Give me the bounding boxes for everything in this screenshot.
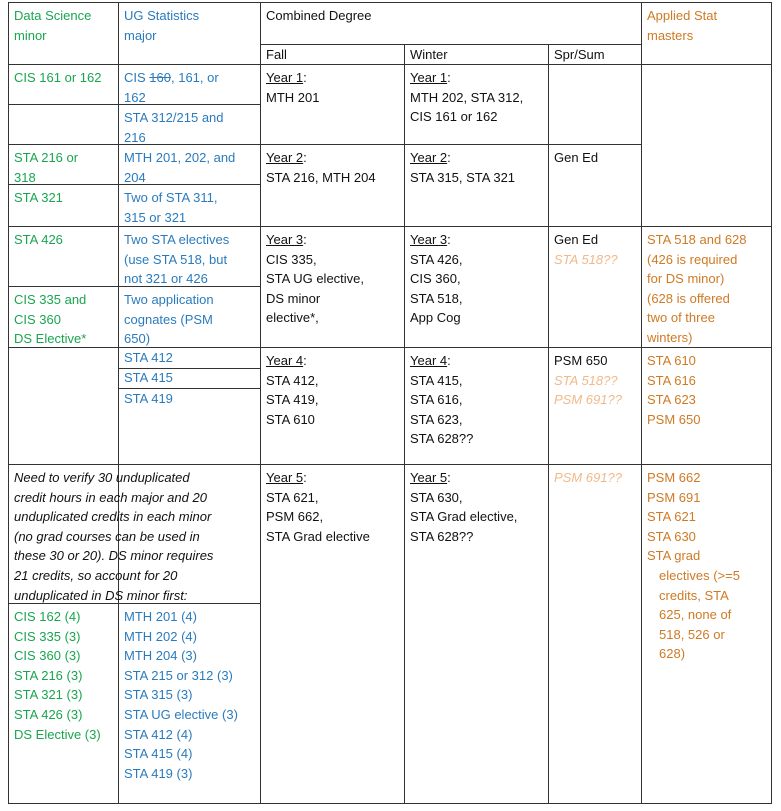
ug-cell-sta419: STA 419 [124,391,173,406]
ds-cell-cis161: CIS 161 or 162 [14,70,102,85]
header-spr-sum: Spr/Sum [554,47,605,62]
ds-cell-sta216: STA 216 or 318 [14,150,79,185]
ug-credit-list [118,603,244,787]
header-combined-degree: Combined Degree [266,8,372,23]
list-item: MTH 201 (4) [124,609,197,624]
list-item: STA UG elective (3) [124,706,238,722]
list-item: STA 315 (3) [124,687,193,703]
y4-winter: Year 4: STA 415, STA 616, STA 623, STA 628?? [410,353,474,447]
ug-cell-sta312: STA 312/215 and 216 [124,110,224,145]
ds-cell-sta426: STA 426 [14,232,63,247]
ug-cell-mth: MTH 201, 202, and 204 [124,150,236,185]
header-winter: Winter [410,47,448,62]
y1-winter: Year 1: MTH 202, STA 312, CIS 161 or 162 [410,70,524,125]
y4-spr: PSM 650 STA 518?? PSM 691?? [554,353,622,408]
y5-spr: PSM 691?? [554,470,622,485]
ug-cell-sta412: STA 412 [124,350,173,365]
header-ds-minor: Data Science minor [14,8,92,43]
list-item: STA 215 or 312 (3) [124,667,233,683]
masters-cell-year4: STA 610 STA 616 STA 623 PSM 650 [647,353,701,427]
table-border-right [771,2,772,804]
list-item: DS Elective (3) [14,726,101,742]
struck-course: 160 [149,70,171,85]
list-item: STA 419 (3) [124,765,193,781]
y1-fall: Year 1: MTH 201 [266,70,320,105]
ds-elective: DS Elective* [14,331,87,347]
list-item: STA 321 (3) [14,687,83,703]
y3-fall: Year 3: CIS 335, STA UG elective, DS minor elective*, [266,232,365,326]
credit-note: Need to verify 30 unduplicated credit hours in each major and 20 unduplicated credits in each minor (no grad courses can be used in these 30 or 20). DS minor requires 21 credits, so account for 20 unduplicated in DS minor first: [14,470,214,603]
ug-cell-electives: Two STA electives (use STA 518, but not 321 or 426 [124,232,230,287]
header-fall: Fall [266,47,287,62]
ug-cell-two-sta: Two of STA 311, 315 or 321 [124,190,218,225]
list-item: CIS 360 (3) [14,648,81,664]
ug-cell-cognates: Two application cognates (PSM 650) [124,292,214,347]
y5-fall: Year 5: STA 621, PSM 662, STA Grad elective [266,470,370,544]
table-border-bottom [8,803,772,804]
list-item: STA 412 (4) [124,726,193,742]
list-item: CIS 162 (4) [14,609,81,624]
y2-winter: Year 2: STA 315, STA 321 [410,150,516,185]
ug-cell-cis: CIS 160, 161, or 162 [124,70,219,105]
list-item: STA 216 (3) [14,667,83,683]
y2-spr: Gen Ed [554,150,599,165]
header-ug-major: UG Statistics major [124,8,200,43]
header-masters: Applied Stat masters [647,8,718,43]
y3-spr: Gen Ed STA 518?? [554,232,618,267]
list-item: MTH 202 (4) [124,628,197,644]
list-item: STA 426 (3) [14,706,83,722]
y3-winter: Year 3: STA 426, CIS 360, STA 518, App Cog [410,232,463,326]
list-item: CIS 335 (3) [14,628,81,644]
y5-winter: Year 5: STA 630, STA Grad elective, STA 628?? [410,470,518,544]
ds-cell-cis335: CIS 335 and CIS 360 DS Elective* [8,286,92,353]
y2-fall: Year 2: STA 216, MTH 204 [266,150,376,185]
masters-cell-518-628: STA 518 and 628 (426 is required for DS minor) (628 is offered two of three winters) [647,232,747,345]
list-item: STA 415 (4) [124,746,193,762]
ds-credit-list [8,603,107,748]
ug-cell-sta415: STA 415 [124,370,173,385]
masters-cell-year5: PSM 662 PSM 691 STA 621 STA 630 STA grad electives (>=5 credits, STA 625, none of 518, 526 or 628) [647,470,740,662]
ds-cell-sta321: STA 321 [14,190,63,205]
list-item: MTH 204 (3) [124,648,197,664]
y4-fall: Year 4: STA 412, STA 419, STA 610 [266,353,319,427]
